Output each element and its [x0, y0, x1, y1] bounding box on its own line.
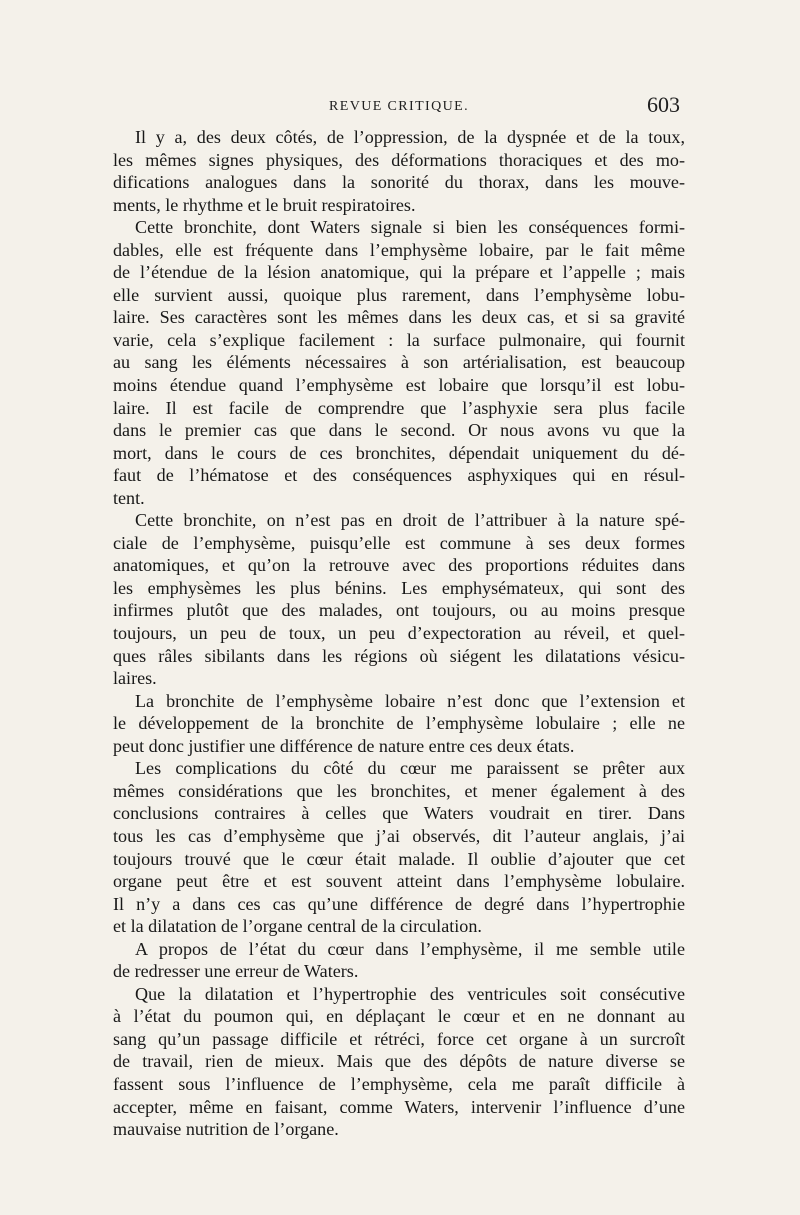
page-number: 603 [647, 92, 680, 117]
text-line: infirmes plutôt que des malades, ont toujours, ou au moins presque [113, 600, 685, 621]
text-line: au sang les éléments nécessaires à son artérialisation, est beaucoup [113, 352, 685, 373]
text-line: laires. [113, 668, 157, 689]
text-line: tent. [113, 487, 145, 508]
text-line: Cette bronchite, dont Waters signale si bien les conséquences formi- [135, 217, 685, 238]
text-line: Il n’y a dans ces cas qu’une différence de degré dans l’hypertrophie [113, 893, 685, 914]
text-line: fassent sous l’influence de l’emphysème, cela me paraît difficile à [113, 1073, 685, 1094]
text-line: varie, cela s’explique facilement : la surface pulmonaire, qui fournit [113, 329, 685, 350]
text-line: faut de l’hématose et des conséquences asphyxiques qui en résul- [113, 465, 685, 486]
text-line: sang qu’un passage difficile et rétréci, force cet organe à un surcroît [113, 1028, 685, 1049]
text-line: ciale de l’emphysème, puisqu’elle est commune à ses deux formes [113, 532, 685, 553]
running-header [0, 92, 800, 120]
text-line: de travail, rien de mieux. Mais que des dépôts de nature diverse se [113, 1051, 685, 1072]
text-line: accepter, même en faisant, comme Waters, intervenir l’influence d’une [113, 1096, 685, 1117]
text-line: dables, elle est fréquente dans l’emphysème lobaire, par le fait même [113, 239, 685, 260]
text-line: mauvaise nutrition de l’organe. [113, 1119, 339, 1140]
text-line: à l’état du poumon qui, en déplaçant le cœur et en ne donnant au [113, 1006, 685, 1027]
text-line: anatomiques, et qu’on la retrouve avec des proportions réduites dans [113, 555, 685, 576]
text-line: laire. Il est facile de comprendre que l’asphyxie sera plus facile [113, 397, 685, 418]
text-line: mêmes considérations que les bronchites, et mener également à des [113, 780, 685, 801]
text-line: ments, le rhythme et le bruit respiratoires. [113, 194, 416, 215]
text-line: laire. Ses caractères sont les mêmes dans les deux cas, et si sa gravité [113, 307, 685, 328]
body-text [113, 126, 685, 1141]
text-line: peut donc justifier une différence de nature entre ces deux états. [113, 735, 575, 756]
text-line: moins étendue quand l’emphysème est lobaire que lorsqu’il est lobu- [113, 375, 685, 396]
text-line: dans le premier cas que dans le second. Or nous avons vu que la [113, 420, 685, 441]
text-line: Il y a, des deux côtés, de l’oppression, de la dyspnée et de la toux, [135, 127, 685, 147]
text-line: et la dilatation de l’organe central de la circulation. [113, 916, 482, 937]
text-line: difications analogues dans la sonorité du thorax, dans les mouve- [113, 172, 685, 193]
text-line: Les complications du côté du cœur me paraissent se prêter aux [135, 758, 685, 779]
text-line: elle survient aussi, quoique plus rarement, dans l’emphysème lobu- [113, 284, 685, 305]
running-title: REVUE CRITIQUE. [329, 99, 469, 114]
text-line: A propos de l’état du cœur dans l’emphysème, il me semble utile [135, 938, 685, 959]
text-line: les emphysèmes les plus bénins. Les emphysémateux, qui sont des [113, 577, 685, 598]
text-line: tous les cas d’emphysème que j’ai observés, dit l’auteur anglais, j’ai [113, 825, 685, 846]
text-line: La bronchite de l’emphysème lobaire n’est donc que l’extension et [135, 690, 685, 711]
text-line: Que la dilatation et l’hypertrophie des ventricules soit consécutive [135, 983, 685, 1004]
text-line: ques râles sibilants dans les régions où siégent les dilatations vésicu- [113, 645, 685, 666]
text-line: Cette bronchite, on n’est pas en droit de l’attribuer à la nature spé- [135, 510, 685, 531]
text-line: toujours trouvé que le cœur était malade. Il oublie d’ajouter que cet [113, 848, 685, 869]
text-line: les mêmes signes physiques, des déformations thoraciques et des mo- [113, 149, 685, 170]
text-line: conclusions contraires à celles que Waters voudrait en tirer. Dans [113, 803, 685, 824]
text-line: de redresser une erreur de Waters. [113, 961, 359, 982]
text-line: organe peut être et est souvent atteint dans l’emphysème lobulaire. [113, 871, 685, 892]
text-line: de l’étendue de la lésion anatomique, qui la prépare et l’appelle ; mais [113, 262, 685, 283]
text-line: toujours, un peu de toux, un peu d’expectoration au réveil, et quel- [113, 623, 685, 644]
text-line: mort, dans le cours de ces bronchites, dépendait uniquement du dé- [113, 442, 685, 463]
text-line: le développement de la bronchite de l’emphysème lobulaire ; elle ne [113, 713, 685, 734]
